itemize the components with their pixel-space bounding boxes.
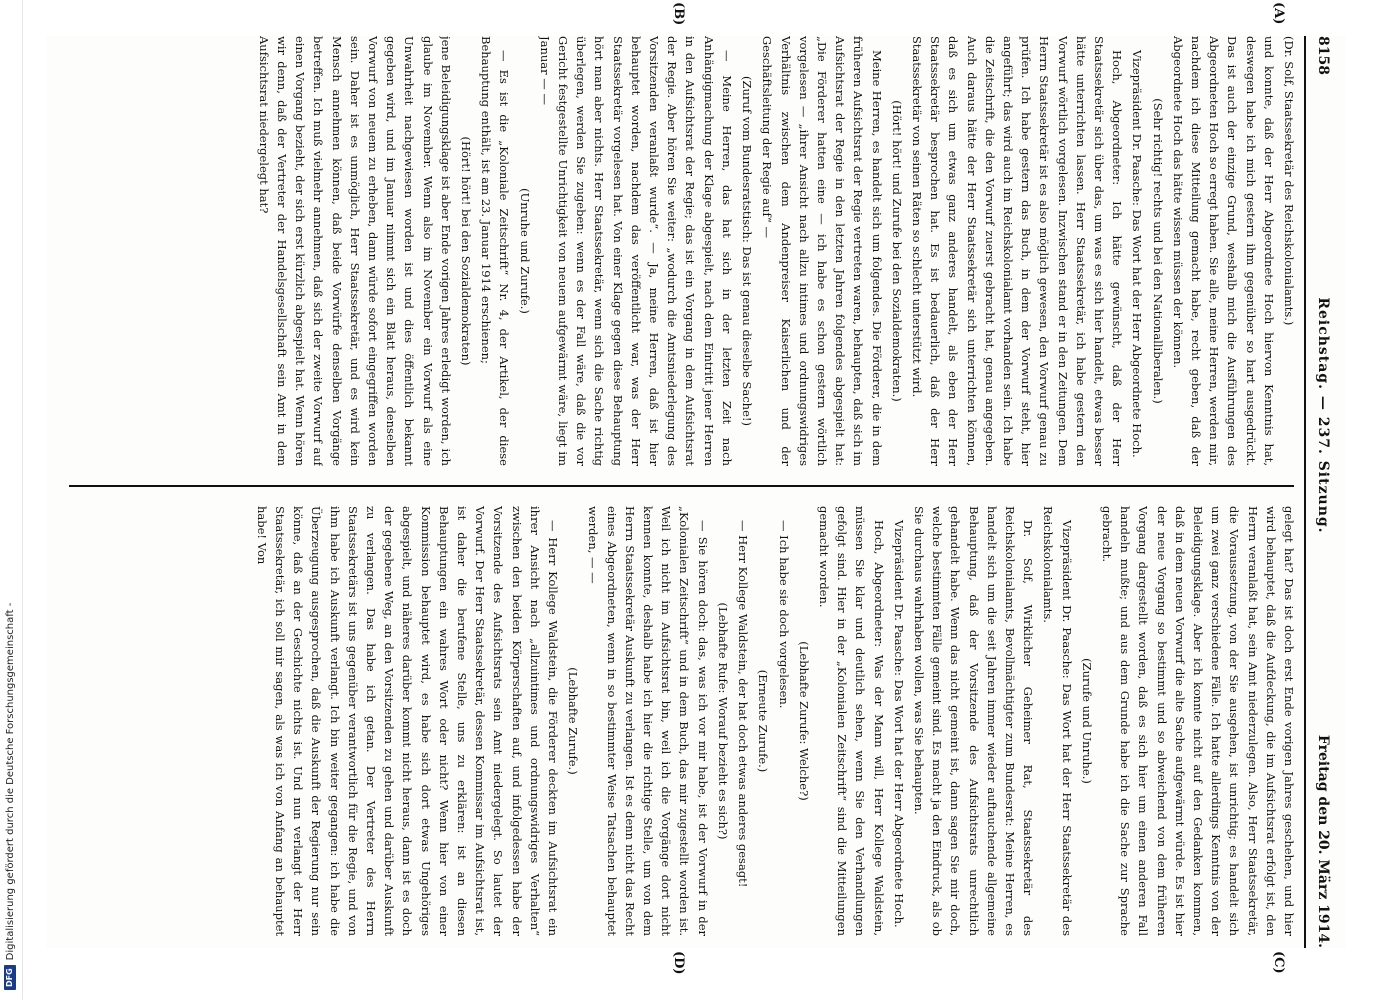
text-paragraph: (Dr. Solf, Staatssekretär des Reichskolonialamts.) bbox=[1282, 36, 1296, 326]
text-paragraph: — Herr Kollege Waldstein, der hat doch etwas anderes gesagt! bbox=[736, 520, 751, 888]
text-paragraph: und konnte, daß der Herr Abgeordnete Hoch hiervon Kenntnis hat, deswegen habe ich mich gestern ihm gegenüber so hart ausgedrückt. Das ist auch der einzige Grund, weshalb mich die Ausführungen des Abgeordneten Hoch so erregt haben. Sie alle, meine Herren, werden mir, nachdem ich diese Mitteilung gemacht habe, recht geben, daß der Abgeordnete Hoch das hätte wissen müssen der können. bbox=[1170, 36, 1276, 466]
interjection-paragraph: (Zuruf vom Bundesratstisch: Das ist genau dieselbe Sache!) bbox=[740, 76, 755, 426]
page-number: 8158 bbox=[1315, 36, 1331, 75]
digitization-note bbox=[4, 603, 16, 990]
margin-marker-c: (C) bbox=[1271, 951, 1286, 974]
text-paragraph: Vizepräsident Dr. Paasche: Das Wort hat der Herr Abgeordnete Hoch. bbox=[1130, 50, 1145, 458]
interjection-paragraph: (Hört! hört! bei den Sozialdemokraten) bbox=[459, 136, 474, 366]
interjection-paragraph: (Erneute Zurufe.) bbox=[756, 669, 771, 773]
side-strip bbox=[0, 0, 23, 1000]
text-paragraph: Vizepräsident Dr. Paasche: Das Wort hat der Herr Abgeordnete Hoch. bbox=[891, 520, 906, 928]
text-paragraph: gelegt hat? Das ist doch erst Ende vorigen Jahres geschehen, und hier wird behauptet, daß die Aufdeckung, die im Aufsichtsrat erfolgt ist, den Herrn veranlaßt hat, sein Amt niederzulegen. Also, Herr Staatssekretär, die Voraussetzung, von der Sie ausgehen, ist unrichtig; es handelt sich um zwei ganz verschiedene Fälle. Ich hatte allerdings Kenntnis von der Beleidigungsklage. Aber ich konnte nicht auf den Gedanken kommen, daß in dem neuen Vorwurf die alte Sache aufgewärmt würde. Es ist hier der neue Vorgang so bestimmt und so abweichend von dem früheren Vorgang dargestellt worden, daß es sich hier um einen anderen Fall handeln mußte; und aus dem Grunde habe ich die Sache zur Sprache gebracht. bbox=[1099, 506, 1296, 936]
digitization-note-text: Digitalisierung gefördert durch die Deutsche Forschungsgemeinschaft - bbox=[4, 602, 16, 961]
rotated-page-content bbox=[46, 2, 1346, 975]
text-paragraph: Hoch, Abgeordneter: Was der Mann will, Herr Kollege Waldstein, müssen Sie klar und deutlich sehen, wenn Sie den Verhandlungen gefolgt sind. Hier in der „Kolonialen Zeitschrift“ sind die Mitteilungen gemacht worden. bbox=[816, 506, 886, 936]
session-title: Reichstag. — 237. Sitzung. bbox=[1315, 297, 1331, 534]
text-paragraph: Meine Herren, es handelt sich um folgendes. Die Förderer, die in dem früheren Aufsichtsrat der Regie vertreten waren, behaupten, daß sich im Aufsichtsrat der Regie in den letzten Jahren folgendes abgespielt hat: „Die Förderer hatten eine — ich habe es schon gestern wörtlich vorgelesen — „ihrer Ansicht nach allzu intimes und ordnungswidriges Verhältnis zwischen dem Andenpreiser Kaiserlichen und der Geschäftsleitung der Regie auf“ — bbox=[760, 36, 884, 466]
text-paragraph: — Es ist die „Koloniale Zeitschrift“ Nr. 4, der Artikel, der diese Behauptung enthält, ist am 23. Januar 1914 erschienen; bbox=[479, 36, 512, 466]
left-text-column bbox=[68, 36, 1298, 466]
text-paragraph: jene Beleidigungsklage ist aber Ende vorigen Jahres erledigt worden, ich glaube im November. Wenn also im November ein Vorwurf als eine Unwahrheit nachgewiesen worden ist und dies öffentlich bekannt gegeben wird, und im Januar nimmt sich ein Blatt heraus, denselben Vorwurf von neuem zu erheben, dann würde sofort eingegriffen worden sein. Daher ist es unmöglich, Herr Staatssekretär, und es wird kein Mensch annehmen können, daß beide Vorwürfe denselben Vorgänge betreffen. Ich muß vielmehr annehmen, daß sich der zweite Vorwurf auf einen Vorgang bezieht, der sich erst kürzlich abgespielt hat. Wenn hören wir denn, daß der Vertreter der Handelsgesellschaft sein Amt in dem Aufsichtsrat niedergelegt hat? bbox=[256, 36, 453, 466]
interjection-paragraph: (Sehr richtig! rechts und bei den Nationalliberalen.) bbox=[1150, 98, 1165, 404]
text-paragraph: — Sie hören doch: das, was ich vor mir habe, ist der Vorwurf in der „Kolonialen Zeitschrift“ und in dem Buch, das mir zugestellt worden ist. Weil ich nicht im Aufsichtsrat bin, weil ich die Vorgänge dort nicht kennen konnte, deshalb habe ich hier die richtige Stelle, um von dem Herrn Staatssekretär Auskunft zu verlangen. Ist es denn nicht das Recht eines Abgeordneten, wenn in so bestimmter Weise Tatsachen behauptet werden, — — bbox=[586, 506, 710, 936]
interjection-paragraph: (Zurufe und Unruhe.) bbox=[1079, 658, 1094, 784]
interjection-paragraph: (Unruhe und Zurufe.) bbox=[517, 188, 532, 314]
interjection-paragraph: (Lebhafte Zurufe: Welche?) bbox=[796, 641, 811, 801]
interjection-paragraph: (Lebhafte Rufe: Worauf bezieht es sich?) bbox=[715, 602, 730, 840]
interjection-paragraph: (Hört! hört! und Zurufe bei den Sozialdemokraten.) bbox=[889, 100, 904, 402]
right-text-column bbox=[68, 506, 1298, 936]
dfg-logo-icon: DFG bbox=[4, 965, 16, 990]
text-paragraph: Dr. Solf, Wirklicher Geheimer Rat, Staatssekretär des Reichskolonialamts, Bevollmächtigter zum Bundesrat: Meine Herren, es handelt sich um die seit Jahren immer wieder auftauchende allgemeine Behauptung, daß der Vorsitzende des Aufsichtsrats unrechtlich gehandelt habe. Wenn das nicht gemeint ist, dann sagen Sie mir doch, welche bestimmten Fälle gemeint sind. Es macht ja den Eindruck, als ob Sie durchaus wahrhaben wollen, was Sie behaupten. bbox=[911, 506, 1036, 936]
page-header bbox=[1304, 36, 1340, 948]
text-paragraph: — Herr Kollege Waldstein, die Förderer deckten im Aufsichtsrat ein ihrer Ansicht nach „allzuintimes und ordnungswidriges Verhalten“ zwischen den beiden Körperschaften auf, und infolgedessen habe der Vorsitzende des Aufsichtsrats sein Amt niedergelegt. So lautet der Vorwurf. Der Herr Staatssekretär, dessen Kommissar im Aufsichtsrat ist, ist daher die berufene Stelle, uns zu erklären: ist an diesen Behauptungen ein wahres Wort oder nicht? Wenn hier von einer Kommission behauptet wird, es habe sich dort etwas Ungehöriges abgespielt, und näheres darüber kommt nicht heraus, dann ist es doch der gegebene Weg, an den Vorsitzenden zu gehen und darüber Auskunft zu verlangen. Das habe ich getan. Der Vertreter des Herrn Staatssekretärs ist uns gegenüber verantwortlich für die Regie, und von ihm habe ich Auskunft verlangt. Ich bin weiter gegangen: ich habe die Überzeugung ausgesprochen, daß die Auskunft der Regierung nur sein könne, daß an der Geschichte nichts ist. Und nun verlangt der Herr Staatssekretär, ich soll mir sagen, als was ich von Anfang an behauptet habe! Von bbox=[254, 506, 561, 936]
scanned-page bbox=[46, 2, 1346, 975]
text-paragraph: — Ich habe sie doch vorgelesen. bbox=[776, 520, 791, 709]
margin-marker-b: (B) bbox=[671, 2, 686, 26]
interjection-paragraph: (Lebhafte Zurufe.) bbox=[566, 667, 581, 775]
margin-marker-d: (D) bbox=[671, 951, 686, 975]
text-paragraph: Hoch, Abgeordneter: Ich hätte gewünscht, daß der Herr Staatssekretär sich über das, um was es sich hier handelt, etwas besser hätte unterrichten lassen. Herr Staatssekretär, ich habe gestern den Vorwurf wörtlich vorgelesen. Inzwischen stand er in den Zeitungen. Dem Herrn Staatssekretär ist es also möglich gewesen, den Vorwurf genau zu prüfen. Ich habe gestern das Buch, in dem der Vorwurf steht, hier angeführt; das wird auch im Reichskolonialamt vorhanden sein. Ich habe die Zeitschrift, die den Vorwurf zuerst gebracht hat, genau angegeben. Auch daraus hätte der Herr Staatssekretär sich unterrichten können, daß es sich um etwas ganz anderes handelt, als eben der Herr Staatssekretär besprochen hat. Es ist bedauerlich, daß der Herr Staatssekretär von seinen Räten so schlecht unterstützt wird. bbox=[909, 36, 1125, 466]
text-paragraph: — Meine Herren, das hat sich in der letzten Zeit nach Anhängigmachung der Klage abgespielt, nach dem Eintritt jener Herren in den Aufsichtsrat der Regie; das ist ein Vorgang in dem Aufsichtsrat der Regie. Aber hören Sie weiter: „wodurch die Amtsniederlegung des Vorsitzenden veranlaßt wurde“. — Ja, meine Herren, daß ist hier behauptet worden, nachdem das veröffentlicht war, was der Herr Staatssekretär vorgelesen hat. Von einer Klage gegen diese Behauptung hört man aber nichts. Herr Staatssekretär, wenn sich die Sache richtig überlegen, werden Sie zugeben: wenn es der Fall wäre, daß die vor Gericht festgestellte Unrichtigkeit von neuem aufgewärmt wäre, liegt im Januar — — bbox=[537, 36, 734, 466]
margin-marker-a: (A) bbox=[1271, 2, 1286, 25]
session-date: Freitag den 20. März 1914. bbox=[1315, 734, 1331, 948]
column-divider bbox=[69, 485, 1294, 487]
text-paragraph: Vizepräsident Dr. Paasche: Das Wort hat der Herr Staatssekretär des Reichskolonialamts. bbox=[1041, 506, 1074, 936]
